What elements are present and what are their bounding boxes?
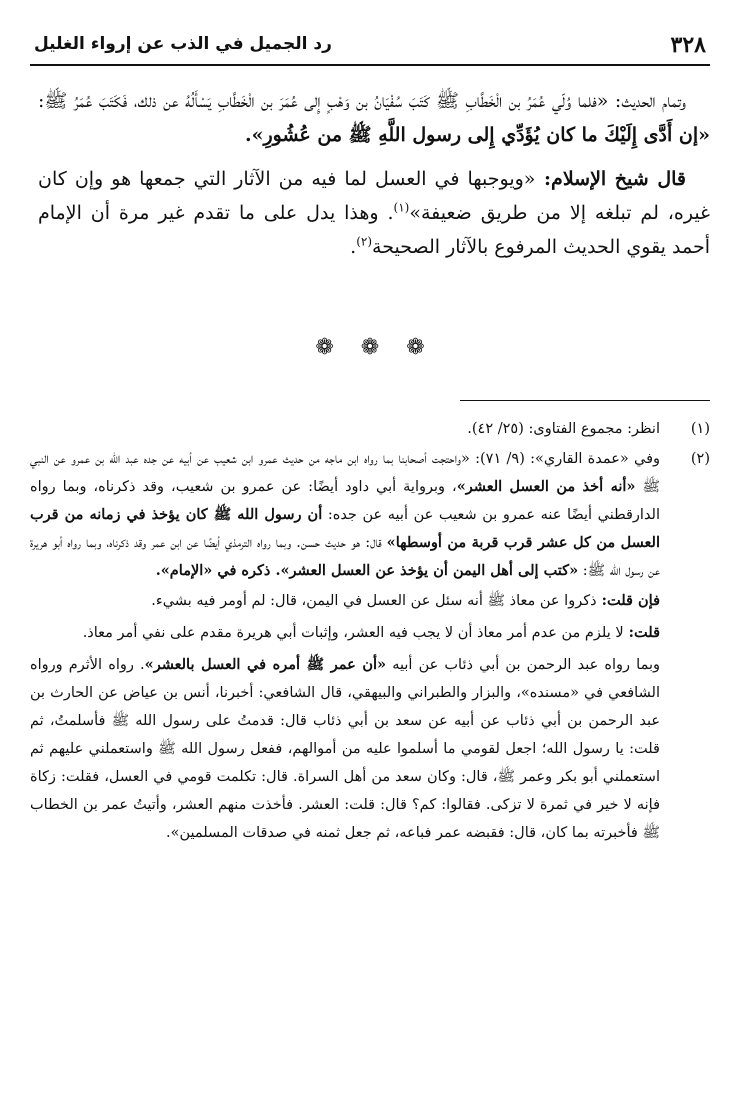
footnote-text: قال: هو حديث حسن. وبما رواه الترمذي أيضًا عن ابن عمر وقد ذكرناه، وبما رواه أبو هريرة عن رسول الله ﷺ: <box>30 535 660 579</box>
objection-text: ذكروا عن معاذ ﷺ أنه سئل عن العسل في اليمن، قال: لم أومر فيه بشيء. <box>151 593 597 609</box>
footnote-text: انظر: مجموع الفتاوى: (٢٥/ ٤٢). <box>467 421 660 437</box>
footnote-text: وفي «عمدة القاري»: (٩/ ٧١): «واحتجت أصحابنا بما رواه ابن ماجه من حديث عمرو ابن شعيب عن أبيه عن جده عبد الله بن عمرو عن النبي ﷺ <box>30 451 661 495</box>
sheikh-quote: «ويوجبها في العسل لما فيه من الآثار التي جمعها هو وإن كان غيره، لم تبلغه إلا من طريق ضعيفة» <box>38 168 710 224</box>
reply-label: قلت: <box>623 624 660 641</box>
footnote-number: (١) <box>690 421 710 437</box>
footnote-text: ، وبرواية أبي داود أيضًا: عن عمرو بن شعيب، وقد ذكرناه، وبما رواه الدارقطني أيضًا عنه عمرو بن شعيب عن أبيه عن جده: <box>30 479 661 523</box>
paragraph-sheikh <box>38 162 710 264</box>
footnote-number: (٢) <box>690 451 710 467</box>
commentary-end: . <box>350 236 357 258</box>
page-header <box>30 30 710 66</box>
page-number: ٣٢٨ <box>670 32 706 58</box>
narration-text: . رواه الأثرم ورواه الشافعي في «مسنده»، والبزار والطبراني والبيهقي، قال الشافعي: أخبرنا، أنس بن عياض عن الحارث بن عبد الرحمن بن أبي ذئاب عن أبيه عن سعد بن أبي ذئاب قال: قدمتُ على رسول الله ﷺ فأسلمتُ، ثم قلت: يا رسول الله؛ اجعل لقومي ما أسلموا عليه من أموالهم، ففعل رسول الله ﷺ واستعملني عليهم ثم استعملني أبو بكر وعمر ﷺ، قال: وكان سعد من أهل السراة. قال: تكلمت قومي في العسل، فقلت: زكاة فإنه لا خير في ثمرة لا تزكى. فقالوا: كم؟ قال: قلت: العشر. فأخذت منهم العشر، وأتيتُ عمر بن الخطاب ﷺ فأخبرته بما كان، قال: فقبضه عمر فباعه، ثم جعل ثمنه في صدقات المسلمين». <box>30 657 660 841</box>
footnote-2 <box>30 445 710 585</box>
sheikh-label: قال شيخ الإسلام: <box>535 168 686 190</box>
footnote-bold-quote: أن رسول الله ﷺ كان يؤخذ في زمانه من قرب العسل من كل عشر قرب قربة من أوسطها» <box>30 506 660 551</box>
hadith-text: وتمام الحديث: «فلما وُلّي عُمَرُ بن الْخَطَّابِ ﷺ كَتَبَ سُفْيَانُ بن وَهْبٍ إِلى عُمَرَ بن الْخَطَّابِ يَسْأَلُهُ عن ذلك، فَكَتَبَ عُمَرُ ﷺ: <box>38 90 686 112</box>
footnotes <box>30 415 710 851</box>
section-divider-stars: ❁ ❁ ❁ <box>315 335 435 360</box>
footnote-ref-1[interactable]: (١) <box>393 200 410 215</box>
footnote-separator <box>460 400 710 401</box>
commentary-text: . وهذا يدل على ما تقدم غير مرة أن الإمام أحمد يقوي الحديث المرفوع بالآثار الصحيحة <box>38 202 710 258</box>
footnote-objection <box>30 587 710 615</box>
footnote-ref-2[interactable]: (٢) <box>356 234 373 249</box>
book-title: رد الجميل في الذب عن إرواء الغليل <box>34 34 332 54</box>
narration-bold-quote: «أن عمر ﷺ أمره في العسل بالعشر» <box>144 656 387 673</box>
footnote-narration <box>30 651 710 847</box>
main-text <box>38 84 710 274</box>
hadith-quote: «إن أَدَّى إِلَيْكَ ما كان يُؤَدِّي إِلى رسول اللَّهِ ﷺ من عُشُورِ». <box>244 124 710 146</box>
footnote-bold-quote: «كتب إلى أهل اليمن أن يؤخذ عن العسل العشر». ذكره في «الإمام». <box>155 562 579 579</box>
reply-text: لا يلزم من عدم أمر معاذ أن لا يجب فيه العشر، وإثبات أبي هريرة مقدم على نفي أمر معاذ. <box>82 625 624 641</box>
paragraph-hadith <box>38 84 710 152</box>
objection-label: فإن قلت: <box>596 592 660 609</box>
footnote-1 <box>30 415 710 443</box>
narration-text: وبما رواه عبد الرحمن بن أبي ذئاب عن أبيه <box>386 657 660 673</box>
footnote-reply <box>30 619 710 647</box>
footnote-bold-quote: «أنه أخذ من العسل العشر» <box>456 478 636 495</box>
